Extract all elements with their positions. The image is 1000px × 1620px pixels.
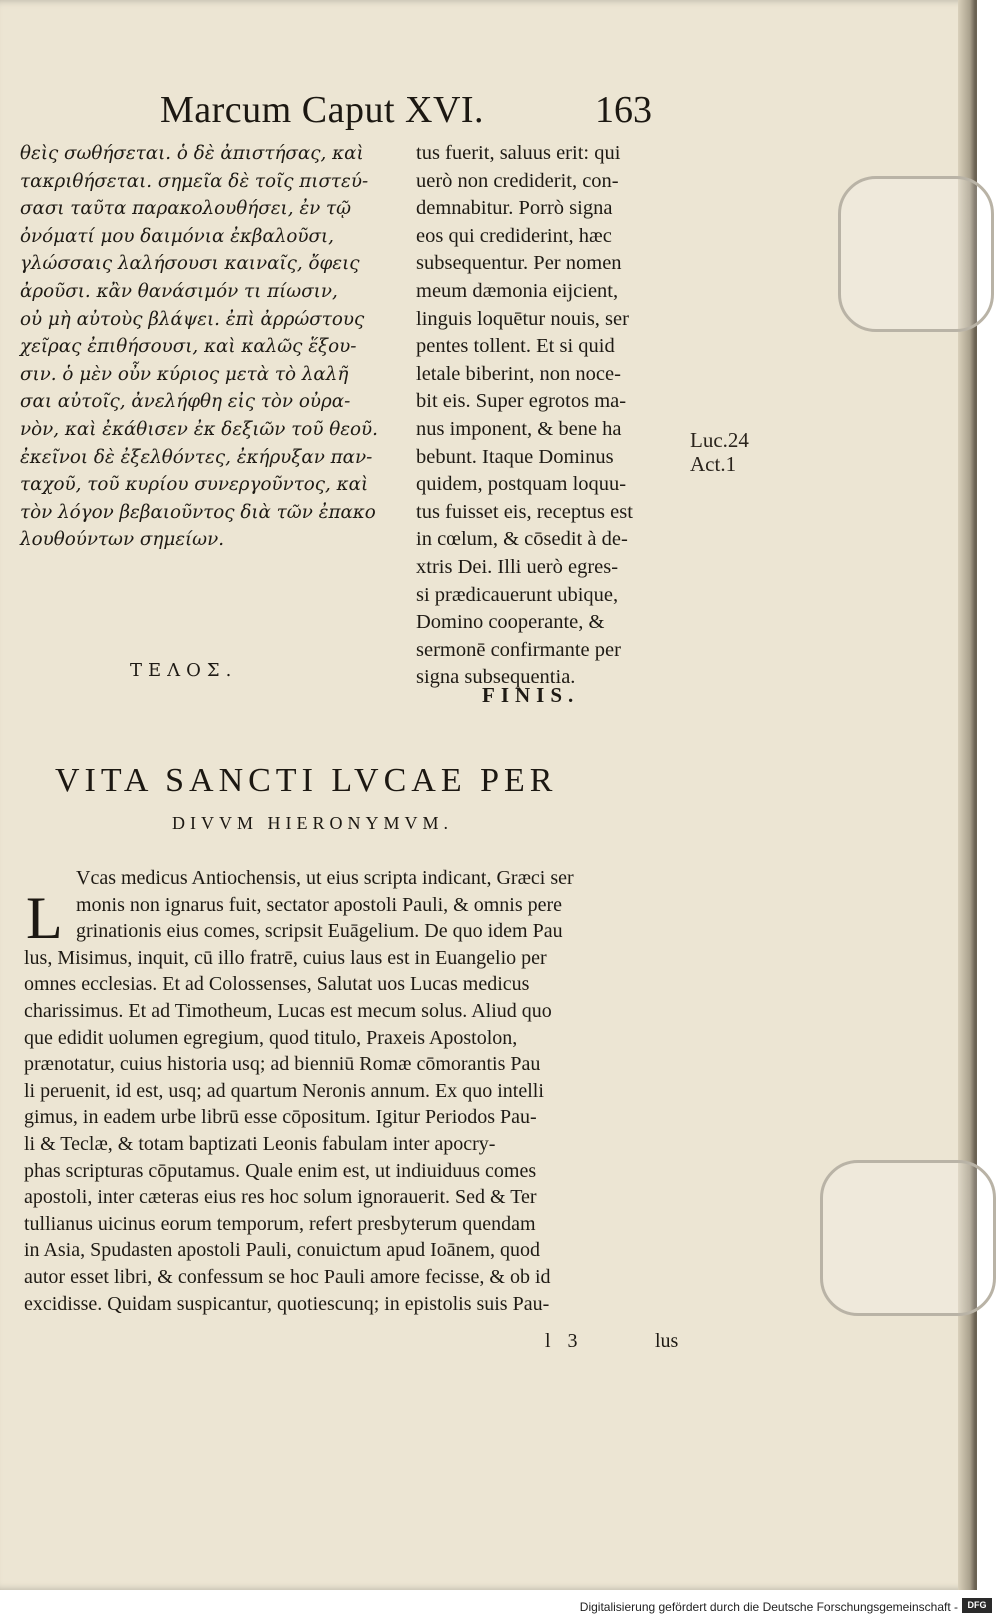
latin-line: in cœlum, & cōsedit à de- xyxy=(416,528,628,551)
marginal-reference-line: Luc.24 xyxy=(690,428,749,452)
section-subtitle: DIVVM HIERONYMVM. xyxy=(172,813,453,833)
latin-line: Domino cooperante, & xyxy=(416,611,605,634)
latin-line: demnabitur. Porrò signa xyxy=(416,197,613,220)
body-text xyxy=(24,865,684,1317)
latin-line: signa subsequentia. xyxy=(416,666,576,689)
latin-line: sermonē confirmante per xyxy=(416,638,621,661)
body-line: grinationis eius comes, scripsit Euāgelium. De quo idem Pau xyxy=(76,920,563,943)
latin-line: tus fuerit, saluus erit: qui xyxy=(416,142,621,164)
greek-column xyxy=(20,140,395,554)
page-clip-top xyxy=(838,176,994,332)
body-line: que edidit uolumen egregium, quod titulo, Praxeis Apostolon, xyxy=(24,1026,518,1049)
signature-mark: l 3 xyxy=(545,1330,584,1352)
body-line: li & Teclæ, & totam baptizati Leonis fabulam inter apocry- xyxy=(24,1132,496,1155)
latin-line: bit eis. Super egrotos ma- xyxy=(416,390,627,413)
page-clip-bottom xyxy=(820,1160,996,1316)
running-head: Marcum Caput XVI. xyxy=(160,89,485,131)
body-line: prænotatur, cuius historia usq; ad bienniū Romæ cōmorantis Pau xyxy=(24,1053,541,1076)
latin-line: eos qui crediderint, hæc xyxy=(416,224,612,247)
body-line: charissimus. Et ad Timotheum, Lucas est mecum solus. Aliud quo xyxy=(24,999,552,1022)
greek-end-mark: ΤΕΛΟΣ. xyxy=(130,660,238,681)
greek-line: θεὶς σωθήσεται. ὁ δὲ ἀπιστήσας, καὶ xyxy=(20,143,364,164)
body-line: tullianus uicinus eorum temporum, refert presbyterum quendam xyxy=(24,1212,536,1235)
latin-line: xtris Dei. Illi uerò egres- xyxy=(416,555,619,578)
page-number: 163 xyxy=(595,89,652,131)
body-line: omnes ecclesias. Et ad Colossenses, Salutat uos Lucas medicus xyxy=(24,973,530,996)
dfg-logo-icon: DFG xyxy=(962,1598,992,1613)
marginal-reference-line: Act.1 xyxy=(690,452,737,476)
body-line: apostoli, inter cæteras eius res hoc solum ignorauerit. Sed & Ter xyxy=(24,1186,537,1209)
body-line: Vcas medicus Antiochensis, ut eius scripta indicant, Græci ser xyxy=(76,867,574,889)
greek-line: ἐκεῖνοι δὲ ἐξελθόντες, ἐκήρυξαν παν- xyxy=(20,446,373,468)
body-line: in Asia, Spudasten apostoli Pauli, conuictum apud Ioānem, quod xyxy=(24,1239,541,1262)
latin-line: subsequentur. Per nomen xyxy=(416,252,622,275)
section-title: VITA SANCTI LVCAE PER xyxy=(55,762,558,799)
greek-line: τακριθήσεται. σημεῖα δὲ τοῖς πιστεύ- xyxy=(20,170,369,192)
catchword: lus xyxy=(655,1330,679,1352)
greek-line: σαι αὐτοῖς, ἀνελήφθη εἰς τὸν οὐρα- xyxy=(20,391,351,413)
body-line: gimus, in eadem urbe librū esse cōpositum. Igitur Periodos Pau- xyxy=(24,1106,537,1129)
latin-end-mark: FINIS. xyxy=(482,683,580,707)
body-line: monis non ignarus fuit, sectator apostoli Pauli, & omnis pere xyxy=(76,893,563,916)
greek-line: γλώσσαις λαλήσουσι καιναῖς, ὄφεις xyxy=(20,253,360,275)
greek-line: ὀνόματί μου δαιμόνια ἐκβαλοῦσι, xyxy=(20,225,334,247)
greek-line: σασι ταῦτα παρακολουθήσει, ἐν τῷ xyxy=(20,198,352,220)
body-line: li peruenit, id est, usq; ad quartum Neronis annum. Ex quo intelli xyxy=(24,1079,544,1102)
latin-line: pentes tollent. Et si quid xyxy=(416,335,615,358)
latin-line: nus imponent, & bene ha xyxy=(416,417,622,440)
latin-line: si prædicauerunt ubique, xyxy=(416,583,619,606)
greek-line: ἀροῦσι. κἂν θανάσιμόν τι πίωσιν, xyxy=(20,280,338,302)
latin-line: linguis loquētur nouis, ser xyxy=(416,307,629,330)
latin-line: meum dæmonia eijcient, xyxy=(416,279,619,302)
greek-line: χεῖρας ἐπιθήσουσι, καὶ καλῶς ἕξου- xyxy=(20,336,357,358)
latin-line: quidem, postquam loquu- xyxy=(416,473,627,496)
body-line: lus, Misimus, inquit, cū illo fratrē, cuius laus est in Euangelio per xyxy=(24,946,547,969)
greek-line: λουθούντων σημείων. xyxy=(20,529,225,551)
greek-line: τὸν λόγον βεβαιοῦντος διὰ τῶν ἐπακο xyxy=(20,501,376,523)
body-line: phas scripturas cōputamus. Quale enim est, ut indiuiduus comes xyxy=(24,1159,537,1182)
greek-line: νὸν, καὶ ἐκάθισεν ἐκ δεξιῶν τοῦ θεοῦ. xyxy=(20,418,378,440)
funding-credit: Digitalisierung gefördert durch die Deutsche Forschungsgemeinschaft - xyxy=(579,1600,958,1614)
body-line: excidisse. Quidam suspicantur, quotiescunq; in epistolis suis Pau- xyxy=(24,1292,550,1315)
latin-line: bebunt. Itaque Dominus xyxy=(416,445,614,468)
latin-column xyxy=(416,140,686,692)
latin-line: tus fuisset eis, receptus est xyxy=(416,500,633,523)
greek-line: σιν. ὁ μὲν οὖν κύριος μετὰ τὸ λαλῆ xyxy=(20,363,349,385)
latin-line: letale biberint, non noce- xyxy=(416,362,621,385)
greek-line: οὐ μὴ αὐτοὺς βλάψει. ἐπὶ ἀρρώστους xyxy=(20,308,365,330)
marginal-reference xyxy=(690,428,749,476)
latin-line: uerò non crediderit, con- xyxy=(416,169,619,192)
body-line: autor esset libri, & confessum se hoc Pauli amore fecisse, & ob id xyxy=(24,1265,551,1288)
greek-line: ταχοῦ, τοῦ κυρίου συνεργοῦντος, καὶ xyxy=(20,474,369,496)
drop-initial: L xyxy=(26,885,63,951)
